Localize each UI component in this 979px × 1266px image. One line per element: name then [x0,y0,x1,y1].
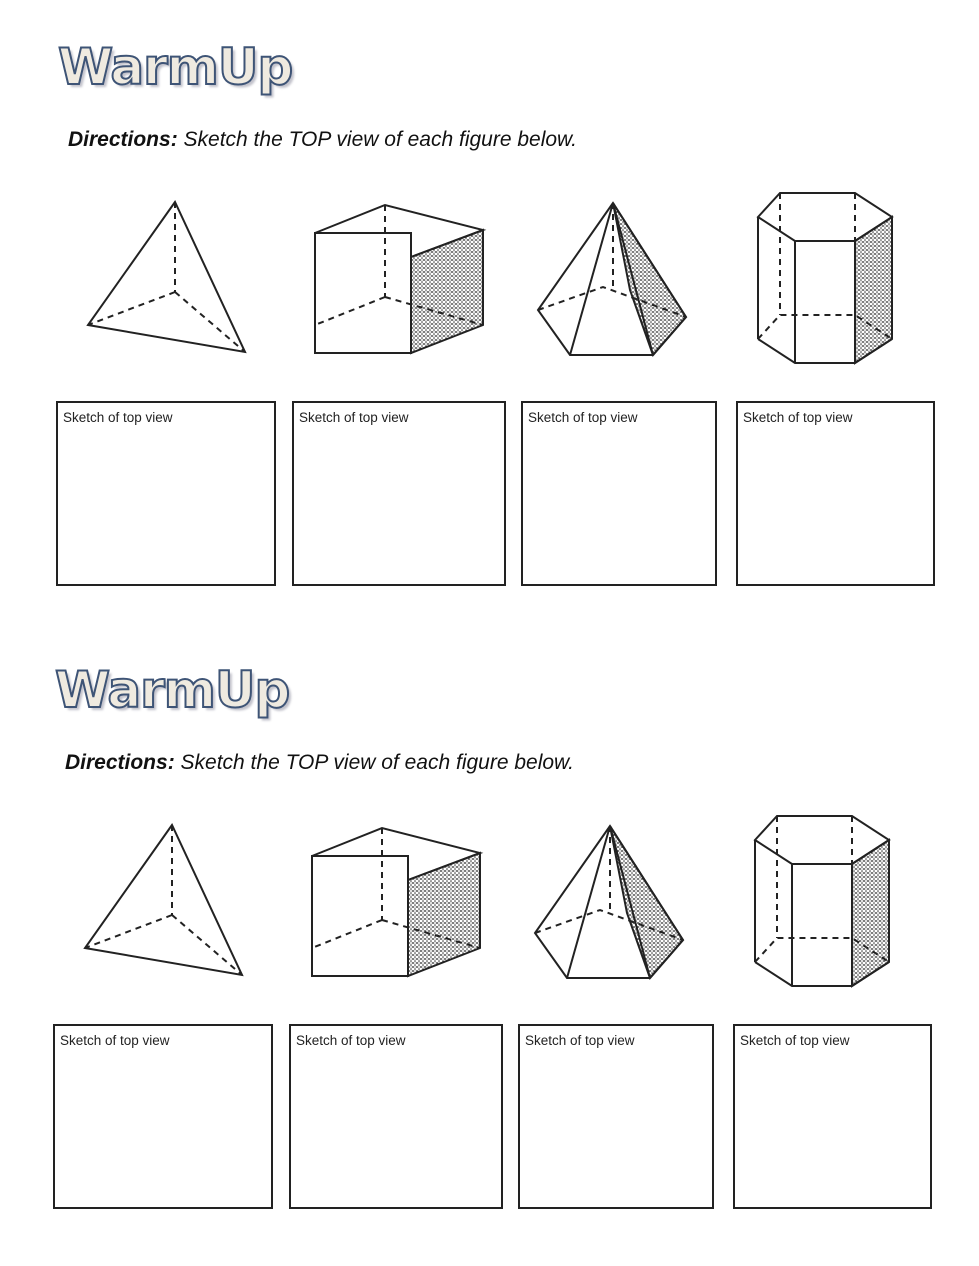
triangular-pyramid-figure [75,815,255,985]
sketch-box-label: Sketch of top view [299,410,409,425]
triangular-pyramid-figure [78,192,258,362]
sketch-box-4[interactable] [733,1024,932,1209]
sketch-box-1[interactable] [53,1024,273,1209]
sketch-box-label: Sketch of top view [525,1033,635,1048]
directions-label: Directions: [68,128,178,151]
pentagonal-pyramid-figure [525,818,690,983]
warmup-section-1 [0,0,979,620]
cube-figure [303,195,493,360]
directions-label: Directions: [65,751,175,774]
directions-text: Sketch the TOP view of each figure below. [177,128,577,151]
sketch-box-label: Sketch of top view [740,1033,850,1048]
cube-figure [300,818,490,983]
sketch-box-2[interactable] [292,401,506,586]
sketch-box-1[interactable] [56,401,276,586]
sketch-box-label: Sketch of top view [743,410,853,425]
sketch-box-2[interactable] [289,1024,503,1209]
warmup-title: WarmUp [55,661,290,719]
sketch-box-4[interactable] [736,401,935,586]
sketch-box-3[interactable] [521,401,717,586]
pentagonal-pyramid-figure [528,195,693,360]
sketch-box-label: Sketch of top view [63,410,173,425]
hexagonal-prism-figure [750,185,905,370]
directions-text: Sketch the TOP view of each figure below. [174,751,574,774]
sketch-box-3[interactable] [518,1024,714,1209]
warmup-title: WarmUp [58,38,293,96]
directions [65,751,574,775]
sketch-box-label: Sketch of top view [296,1033,406,1048]
hexagonal-prism-figure [747,808,902,993]
directions [68,128,577,152]
sketch-box-label: Sketch of top view [60,1033,170,1048]
warmup-section-2 [0,623,979,1243]
sketch-box-label: Sketch of top view [528,410,638,425]
